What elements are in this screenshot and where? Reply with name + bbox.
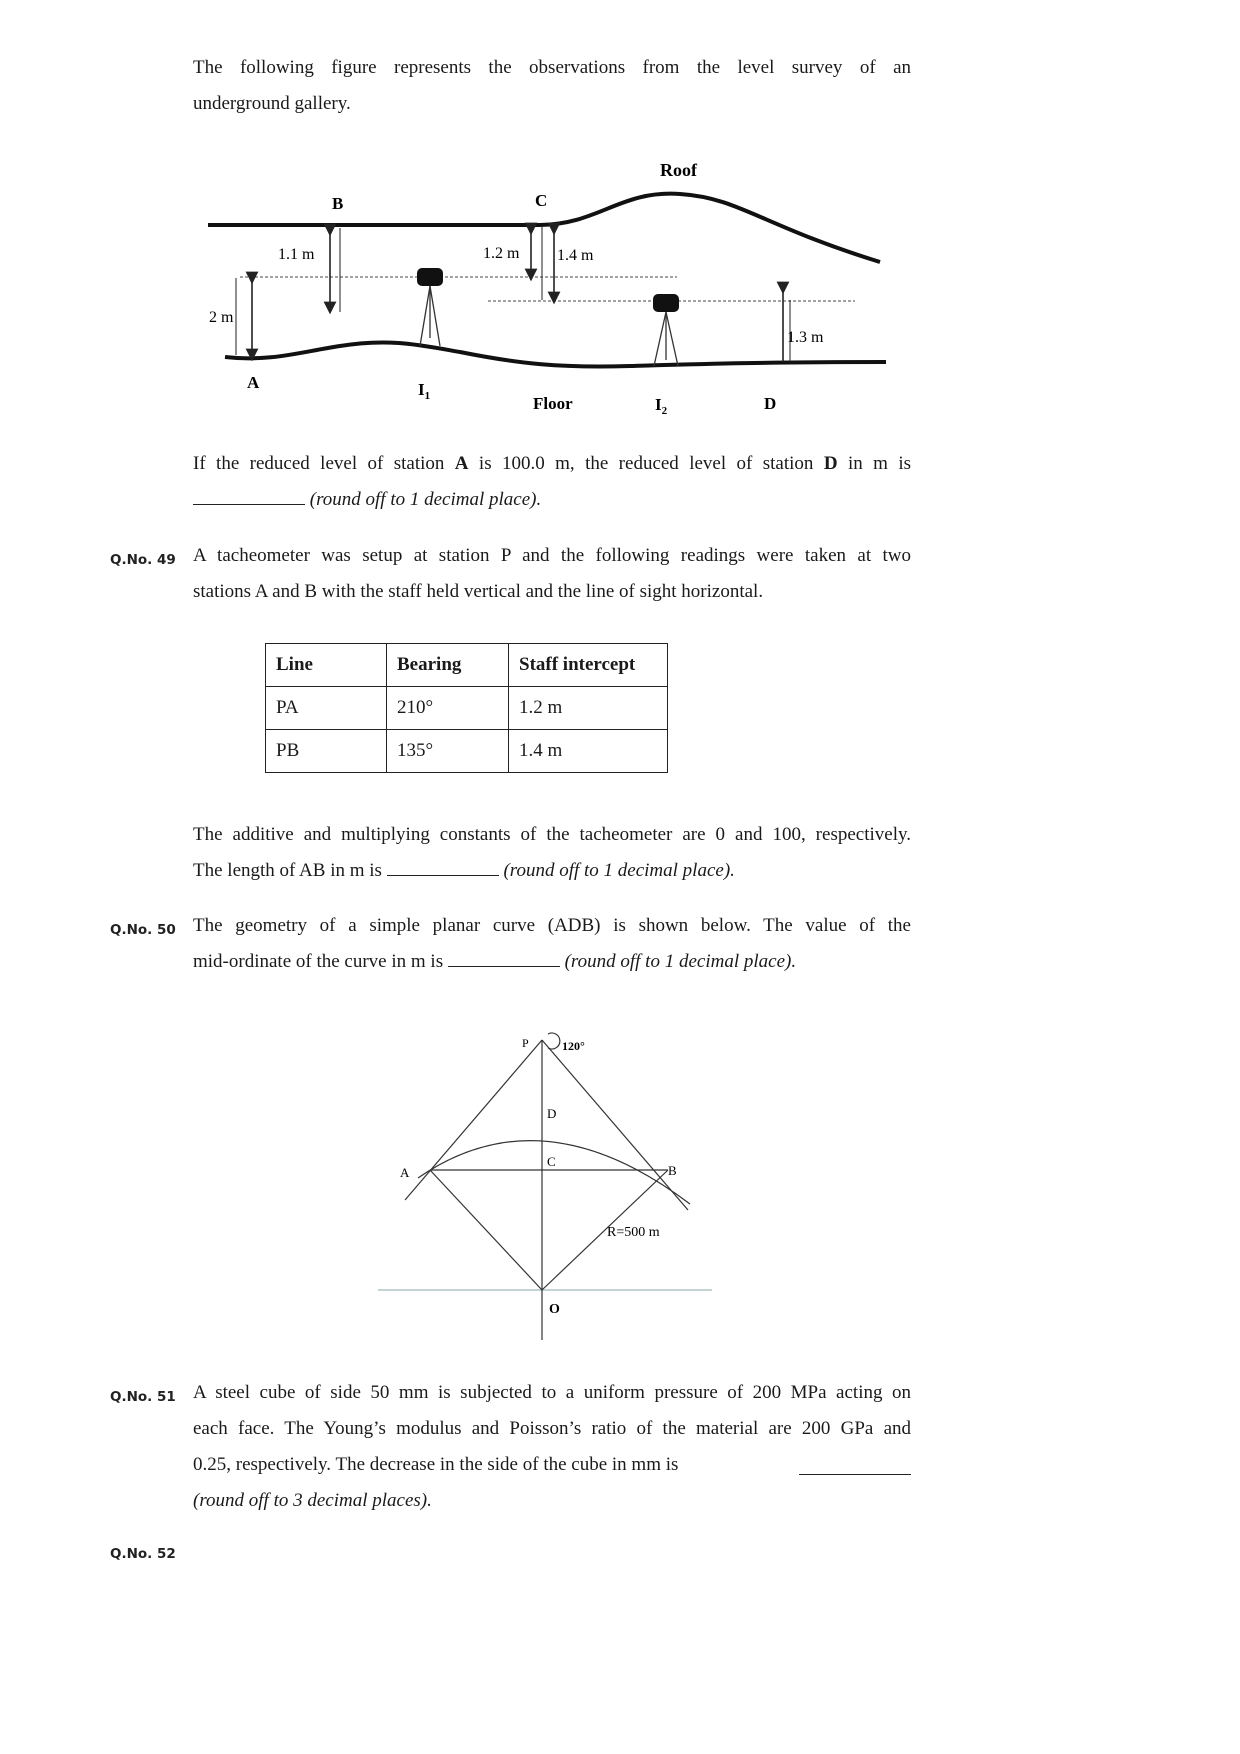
q48-intro: The following figure represents the observations from the level survey of an underground gallery. — [193, 57, 911, 114]
staff-c-reading-2: 1.4 m — [557, 247, 594, 264]
gallery-level-figure — [0, 140, 1240, 440]
table-cell: 1.2 m — [509, 687, 668, 730]
floor-line — [225, 342, 886, 366]
answer-blank[interactable] — [193, 503, 305, 505]
instrument-i2-label: $I_2$ — [655, 395, 668, 417]
angle-arc — [548, 1033, 560, 1049]
table-row — [266, 730, 668, 773]
table-cell: 210° — [387, 687, 509, 730]
point-b-label: B — [668, 1163, 677, 1178]
floor-label: Floor — [533, 394, 573, 413]
station-c-label: C — [535, 191, 548, 210]
instrument-i2 — [653, 294, 679, 366]
point-p-label: P — [522, 1036, 529, 1050]
staff-b-reading: 1.1 m — [278, 246, 315, 263]
q50-text: The geometry of a simple planar curve (ADB) is shown below. The value of the mid-ordinate of the curve in m is (round off to 1 decimal place). — [193, 915, 911, 972]
instrument-i1 — [417, 268, 443, 346]
instrument-i1-label: $I_1$ — [418, 380, 431, 402]
answer-blank[interactable] — [799, 1473, 911, 1475]
table-header: Line — [266, 644, 387, 687]
curve-figure — [360, 1030, 720, 1350]
radius-label: R=500 m — [607, 1225, 660, 1240]
angle-label: 120° — [562, 1039, 585, 1053]
table-cell: PA — [266, 687, 387, 730]
point-c-label: C — [547, 1154, 556, 1169]
staff-a-reading: 2 m — [209, 309, 234, 326]
table-header: Staff intercept — [509, 644, 668, 687]
station-b-label: B — [332, 194, 344, 213]
table-header: Bearing — [387, 644, 509, 687]
q51-number: Q.No. 51 — [110, 1389, 176, 1405]
q52-number: Q.No. 52 — [110, 1546, 176, 1562]
q49-text: A tacheometer was setup at station P and the following readings were taken at two stations A and B with the staff held vertical and the line of sight horizontal. — [193, 545, 911, 602]
table-cell: PB — [266, 730, 387, 773]
tangent-pa — [405, 1040, 542, 1200]
table-row — [266, 687, 668, 730]
station-d-label: D — [764, 394, 777, 413]
tacheometer-table — [265, 643, 668, 773]
station-a-label: A — [247, 373, 260, 392]
point-a-label: A — [400, 1165, 410, 1180]
curve-adb — [418, 1141, 690, 1204]
radius-oa — [430, 1170, 542, 1290]
roof-label: Roof — [660, 160, 697, 180]
table-cell: 135° — [387, 730, 509, 773]
point-d-label: D — [547, 1106, 557, 1121]
q50-number: Q.No. 50 — [110, 922, 176, 938]
q51-text: A steel cube of side 50 mm is subjected to a uniform pressure of 200 MPa acting on each face. The Young’s modulus and Poisson’s ratio of the material are 200 GPa and 0.25, respectively. The decrease in the side of the cube in mm is (round off to 3 decimal places). — [193, 1382, 911, 1511]
q49-number: Q.No. 49 — [110, 552, 176, 568]
answer-blank[interactable] — [448, 965, 560, 967]
table-header-row — [266, 644, 668, 687]
staff-c-reading-1: 1.2 m — [483, 245, 520, 262]
table-cell: 1.4 m — [509, 730, 668, 773]
staff-d-reading: 1.3 m — [787, 329, 824, 346]
tangent-pb — [542, 1040, 688, 1210]
answer-blank[interactable] — [387, 874, 499, 876]
q49-after-text: The additive and multiplying constants of the tacheometer are 0 and 100, respectively. The length of AB in m is (round off to 1 decimal place). — [193, 824, 911, 881]
q48-question: If the reduced level of station A is 100.0 m, the reduced level of station D in m is (round off to 1 decimal place). — [193, 453, 911, 510]
point-o-label: O — [549, 1302, 560, 1317]
